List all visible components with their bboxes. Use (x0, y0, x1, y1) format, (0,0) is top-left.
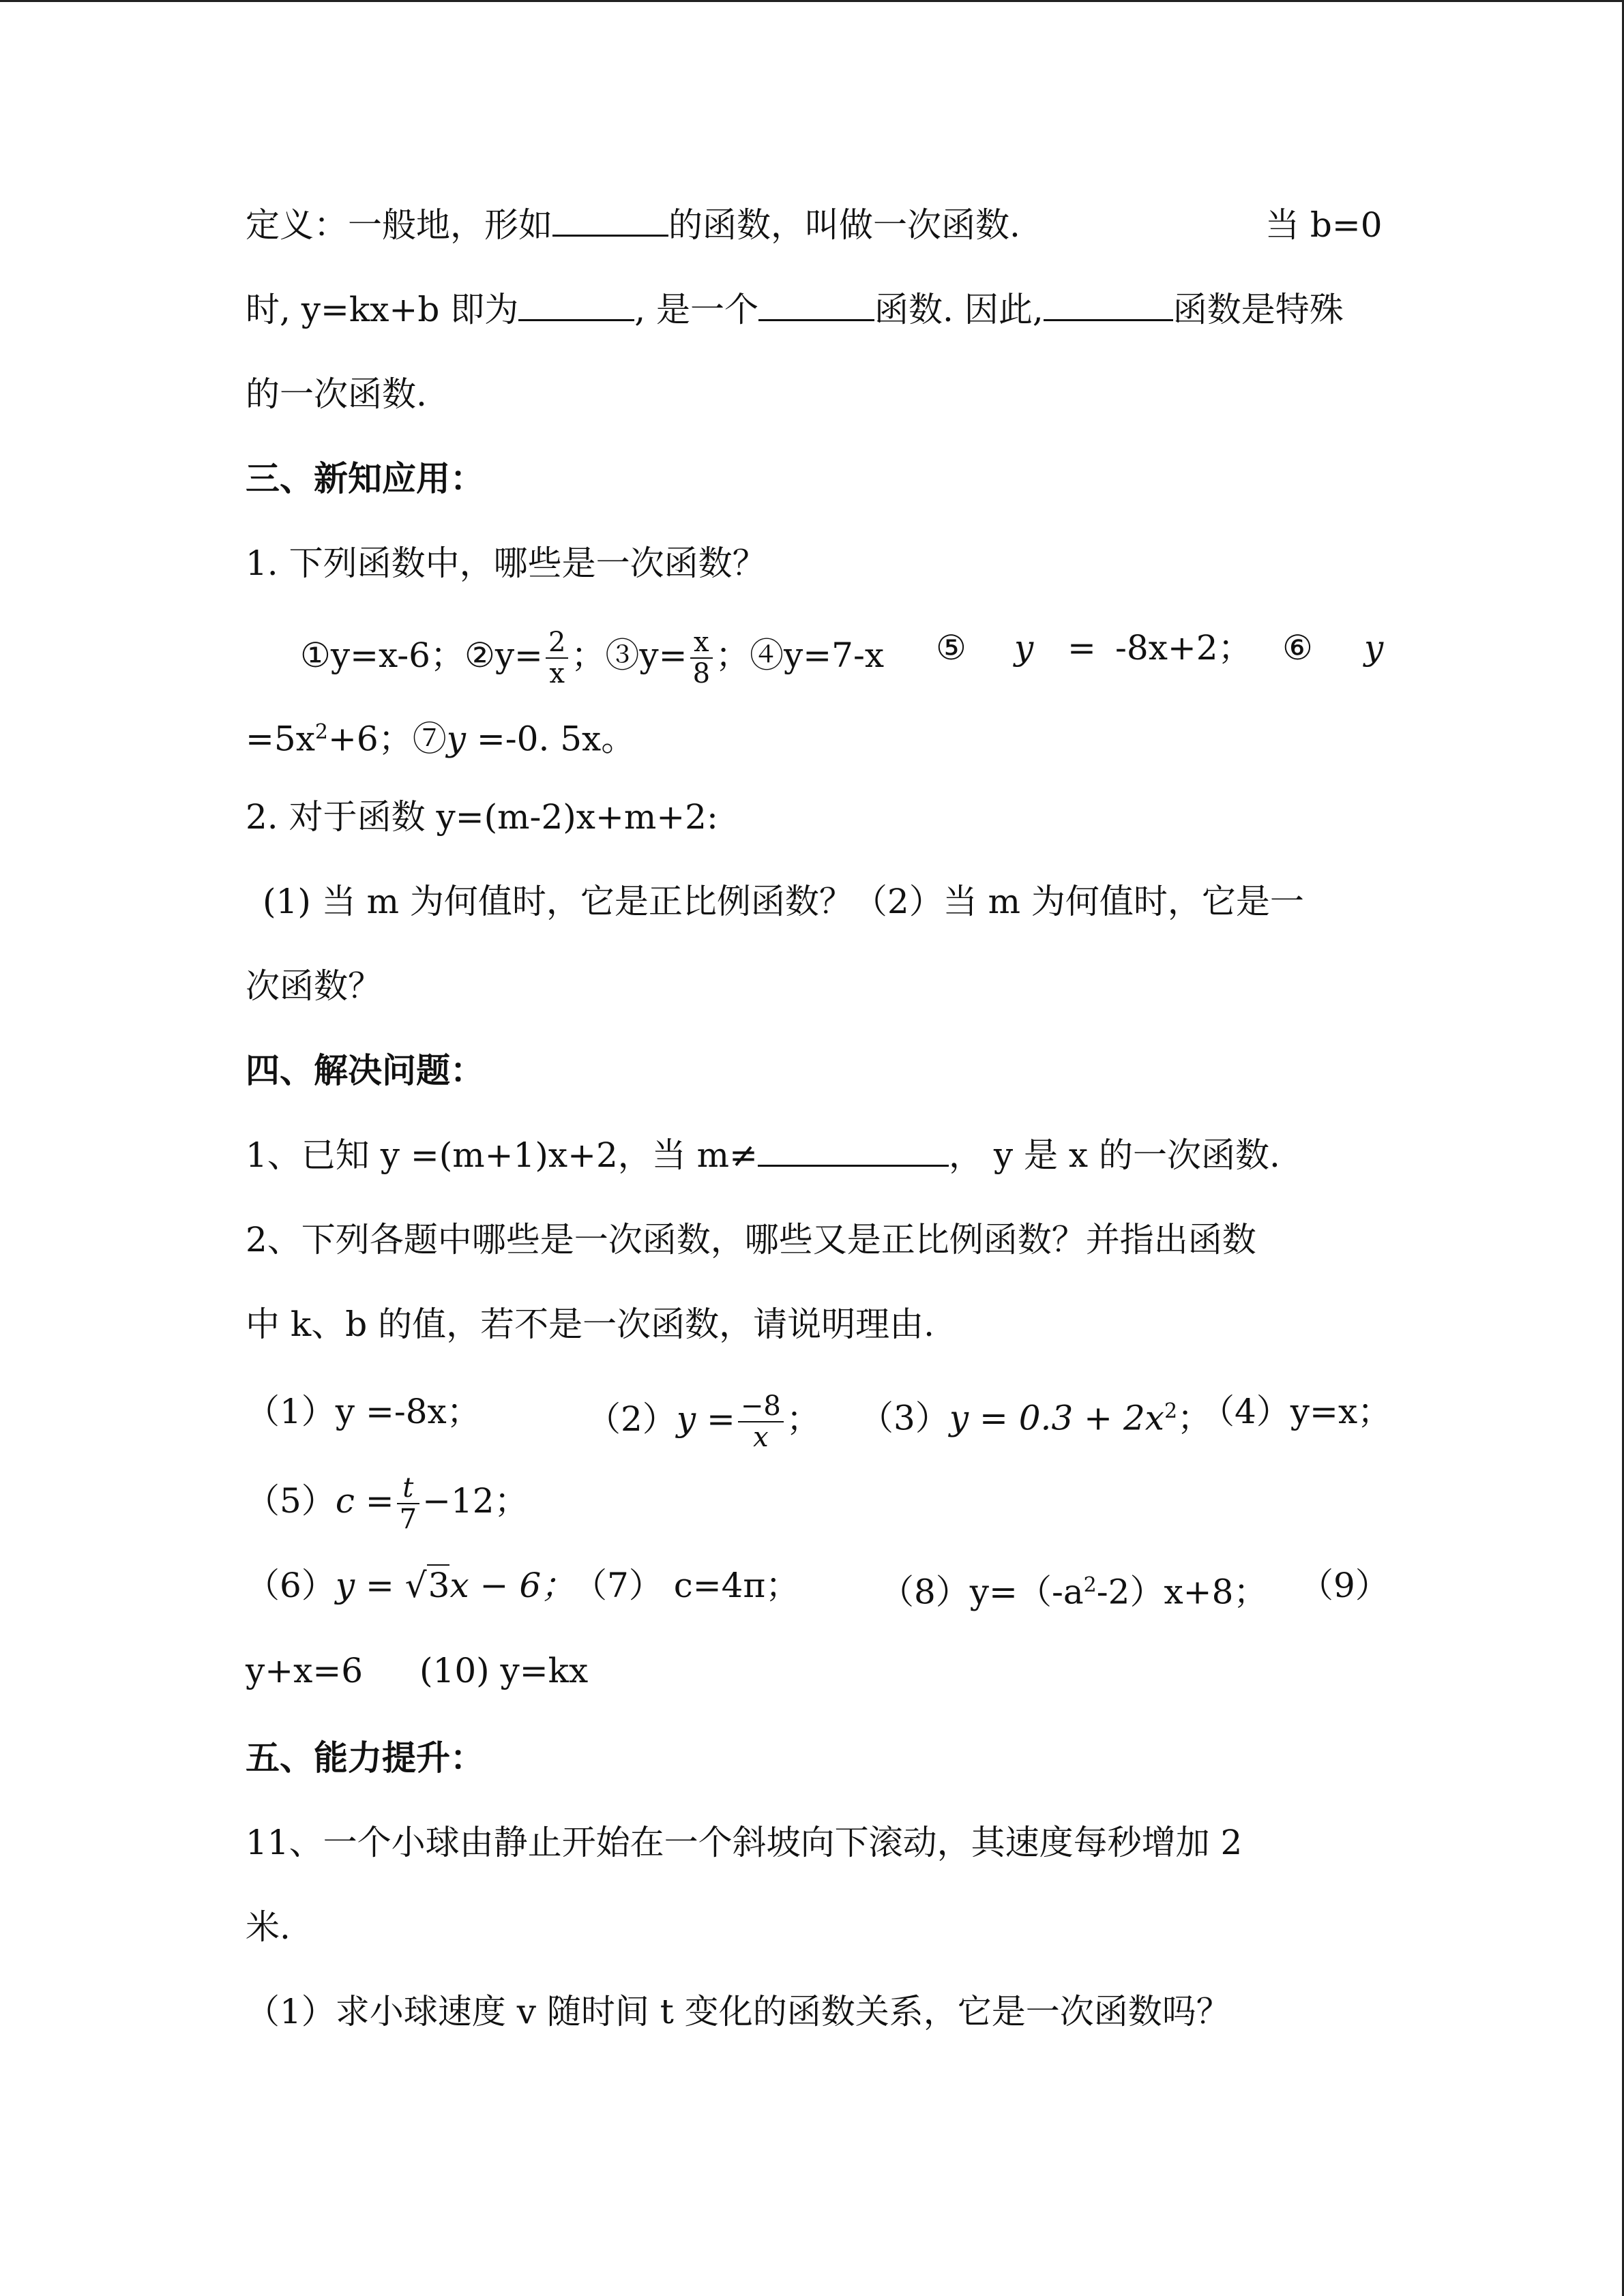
opt-5-expr: -8x+2； (1115, 628, 1252, 668)
section-5-heading: 五、能力提升： (246, 1738, 484, 1778)
s4-item-7: （7） c=4π； (573, 1566, 800, 1605)
s3-question-2-sub: (1) 当 m 为何值时，它是正比例函数？（2）当 m 为何值时，它是一 (263, 882, 1304, 921)
fraction-neg8-over-x: $\frac{-8}{x}$ (738, 1391, 784, 1452)
page-top-border (0, 0, 1624, 2)
def-text-6: 函数是特殊 (1172, 290, 1344, 329)
opt-6-exponent: 2 (314, 720, 328, 744)
opt-6-y: y (1364, 628, 1384, 668)
s4-item-1: （1）y =-8x； (246, 1392, 481, 1431)
opt-text-c: ；④y=7-x (715, 636, 885, 675)
item-6-tail: x − 6； (449, 1566, 576, 1605)
definition-line-1 (246, 205, 1020, 245)
s3-question-2-sub-cont: 次函数？ (246, 966, 382, 1006)
def-text-5: 函数. 因此, (874, 290, 1044, 329)
s3-question-2: 2. 对于函数 y=(m-2)x+m+2: (246, 797, 718, 837)
opt-6-expr-b: +6；⑦ (328, 719, 447, 759)
s4-item-6: （6）y = √3x − 6； (246, 1566, 576, 1605)
def-text-3: 时, y=kx+b 即为 (246, 290, 519, 329)
section-4-heading: 四、解决问题： (246, 1050, 484, 1090)
opt-7-y: y (446, 719, 466, 759)
def-text-4: , 是一个 (634, 290, 759, 329)
s4-item-5: （5）c = $\frac{t}{7}$ −12； (246, 1472, 529, 1535)
s4-problem-2: 2、下列各题中哪些是一次函数，哪些又是正比例函数？并指出函数 (246, 1220, 1256, 1259)
item-3-expr: y = 0.3 + 2x (949, 1398, 1164, 1438)
blank-2 (518, 289, 634, 321)
s4-item-10: (10) y=kx (419, 1651, 589, 1690)
sqrt-radicand: 3 (428, 1566, 450, 1605)
s5-problem-11: 11、一个小球由静止开始在一个斜坡向下滚动，其速度每秒增加 2 (246, 1823, 1243, 1862)
def-text-2: 的函数，叫做一次函数. (668, 205, 1020, 245)
opt-6-marker: ⑥ (1282, 628, 1313, 668)
opt-5-y: y (1014, 628, 1034, 668)
opt-text-a: ①y=x-6；②y= (300, 636, 543, 675)
s4-p1-text-a: 1、已知 y =(m+1)x+2，当 m≠ (246, 1135, 758, 1175)
def-text-1: 定义：一般地，形如 (246, 205, 552, 245)
fraction-t-over-7: $\frac{t}{7}$ (397, 1473, 419, 1534)
s4-problem-2-cont: 中 k、b 的值，若不是一次函数，请说明理由. (246, 1304, 934, 1344)
section-3-heading: 三、新知应用： (246, 458, 484, 498)
item-5-lhs: c = (335, 1481, 394, 1521)
s4-item-3: $(3)y = 0.3 + 2x^2$； (859, 1398, 1212, 1438)
s4-item-4: （4）y=x； (1200, 1392, 1392, 1431)
opt-6-expr-a: =5x (246, 719, 315, 759)
blank-1 (552, 205, 668, 237)
s5-problem-11-sub-1: （1）求小球速度 v 随时间 t 变化的函数关系，它是一次函数吗？ (246, 1992, 1230, 2031)
s4-item-9-label: （9） (1299, 1566, 1389, 1605)
fraction-2-over-x: $\frac{2}{x}$ (546, 627, 568, 689)
opt-7-expr: =-0. 5x。 (465, 719, 636, 759)
opt-5-eq: = (1067, 628, 1096, 668)
s4-item-8: $(8)y=(-a^2-2)x+8$； (880, 1572, 1268, 1612)
s4-problem-1 (246, 1135, 1280, 1176)
opt-5-marker: ⑤ (936, 628, 966, 668)
blank-4 (1044, 289, 1173, 321)
definition-line-2 (246, 289, 1344, 330)
s4-item-2: （2）y = $\frac{-8}{x}$ ； (587, 1390, 821, 1453)
s3-q1-options (300, 627, 884, 689)
s3-q1-options-line-2 (246, 712, 635, 760)
opt-text-b: ；③y= (571, 636, 688, 675)
s5-problem-11-cont: 米. (246, 1907, 291, 1947)
s4-p1-text-b: ， y 是 x 的一次函数. (948, 1135, 1280, 1175)
blank-3 (758, 289, 874, 321)
item-8-exponent: 2 (1083, 1573, 1097, 1597)
item-3-exponent: 2 (1164, 1399, 1178, 1423)
s4-item-9-expr: y+x=6 (246, 1651, 364, 1690)
definition-line-3: 的一次函数. (246, 374, 427, 414)
s3-question-1: 1. 下列函数中，哪些是一次函数？ (246, 543, 767, 583)
definition-b0: 当 b=0 (1265, 205, 1383, 245)
sqrt-icon: √ (404, 1566, 427, 1605)
blank-5 (758, 1135, 949, 1167)
item-6-lhs: y = (335, 1566, 405, 1605)
fraction-x-over-8: $\frac{x}{8}$ (690, 627, 713, 689)
item-2-lhs: y = (676, 1399, 735, 1439)
